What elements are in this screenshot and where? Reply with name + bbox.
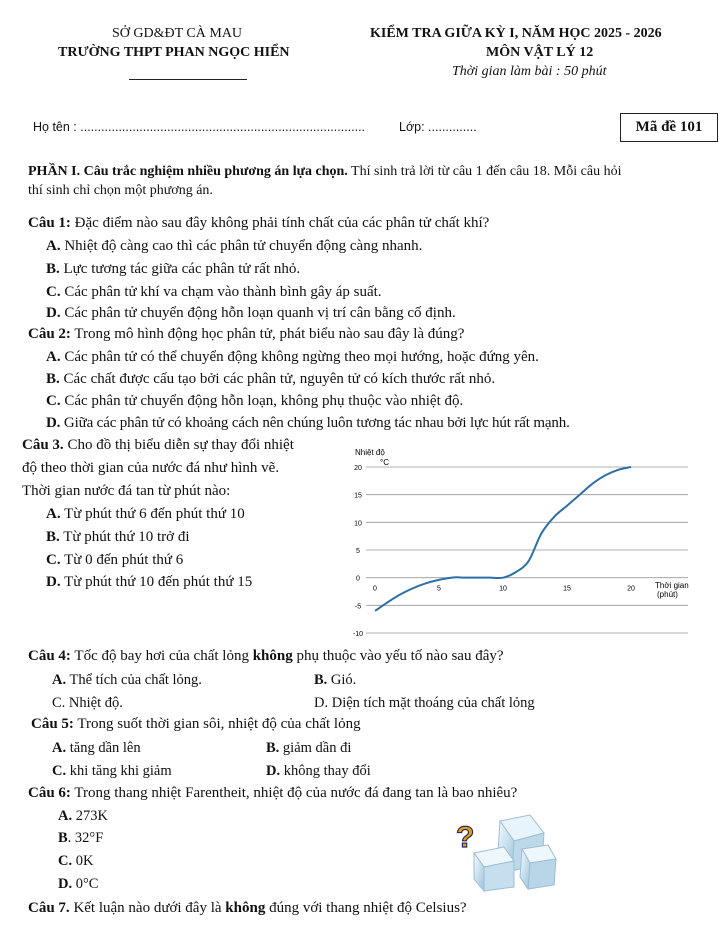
q1-option-c-text: Các phân tử khí va chạm vào thành bình gây áp suất. xyxy=(60,284,382,300)
q6-option-a-letter: A. xyxy=(58,808,73,824)
q5-option-b-letter: B. xyxy=(266,740,280,756)
q1-option-d[interactable] xyxy=(46,305,456,322)
header-divider xyxy=(129,79,247,80)
x-tick-label: 0 xyxy=(373,585,377,593)
part1-title: PHẦN I. Câu trắc nghiệm nhiều phương án lựa chọn. xyxy=(28,164,348,179)
q4-option-a[interactable] xyxy=(52,672,202,689)
q3-option-d[interactable] xyxy=(46,574,252,591)
student-name-field[interactable]: Họ tên : .................................................................................. xyxy=(33,120,366,134)
q3-option-b-text: Từ phút thứ 10 trở đi xyxy=(59,529,190,545)
x-tick-label: 15 xyxy=(563,585,571,593)
q3-option-a-letter: A. xyxy=(46,506,61,522)
question-3-text3: Thời gian nước đá tan từ phút nào: xyxy=(22,483,231,499)
x-tick-label: 20 xyxy=(627,585,635,593)
q5-option-a[interactable] xyxy=(52,740,141,757)
q6-option-c-letter: C. xyxy=(58,853,73,869)
school-name: TRƯỜNG THPT PHAN NGỌC HIỂN xyxy=(58,45,290,60)
q6-option-b-letter: B xyxy=(58,830,68,846)
y-tick-label: 20 xyxy=(354,465,362,472)
q6-option-d-letter: D. xyxy=(58,876,73,892)
part1-line1 xyxy=(28,164,621,180)
q1-option-c[interactable] xyxy=(46,284,382,301)
q1-option-d-text: Các phân tử chuyển động hỗn loạn quanh vị trí cân bằng cố định. xyxy=(60,305,456,321)
question-4-label: Câu 4: xyxy=(28,648,71,664)
q4-option-c-letter: C xyxy=(52,695,62,711)
q5-option-d[interactable] xyxy=(266,763,371,780)
q6-option-c-text: 0K xyxy=(72,853,94,869)
temperature-time-chart xyxy=(348,440,720,640)
question-7-text-a: Kết luận nào dưới đây là xyxy=(69,900,226,916)
q4-option-d[interactable] xyxy=(314,695,535,712)
q4-option-a-text: Thể tích của chất lỏng. xyxy=(66,672,202,688)
question-6 xyxy=(28,785,517,802)
exam-subject: MÔN VẬT LÝ 12 xyxy=(486,45,594,60)
q4-option-b-letter: B. xyxy=(314,672,328,688)
q2-option-b[interactable] xyxy=(46,371,495,388)
q6-option-b[interactable] xyxy=(58,830,103,847)
q5-option-d-text: không thay đổi xyxy=(280,763,371,779)
q4-option-d-text: . Diện tích mặt thoáng của chất lỏng xyxy=(324,695,535,711)
q1-option-a-text: Nhiệt độ càng cao thì các phân tử chuyển động càng nhanh. xyxy=(60,238,423,254)
q5-option-b[interactable] xyxy=(266,740,351,757)
q2-option-d-text: Giữa các phân tử có khoảng cách nên chúng luôn tương tác nhau bởi lực hút rất mạnh. xyxy=(60,415,570,431)
q5-option-c-letter: C. xyxy=(52,763,67,779)
q6-option-b-text: . 32°F xyxy=(67,830,104,846)
q5-option-b-text: giảm dần đi xyxy=(279,740,352,756)
q5-option-c-text: khi tăng khi giảm xyxy=(66,763,172,779)
x-axis-unit: (phút) xyxy=(657,590,678,599)
q6-option-c[interactable] xyxy=(58,853,93,870)
y-axis-unit: °C xyxy=(380,458,389,467)
q4-option-b-text: Gió. xyxy=(327,672,357,688)
q1-option-b-text: Lực tương tác giữa các phân tử rất nhỏ. xyxy=(59,261,301,277)
q3-option-d-text: Từ phút thứ 10 đến phút thứ 15 xyxy=(60,574,253,590)
q1-option-a[interactable] xyxy=(46,238,422,255)
x-tick-label: 5 xyxy=(437,585,441,593)
q6-option-a-text: 273K xyxy=(72,808,108,824)
question-2 xyxy=(28,326,464,343)
q5-option-c[interactable] xyxy=(52,763,172,780)
ice-cubes-question-icon xyxy=(452,813,562,893)
q6-option-a[interactable] xyxy=(58,808,108,825)
q4-option-c-text: . Nhiệt độ. xyxy=(61,695,123,711)
y-tick-label: -10 xyxy=(352,631,364,638)
question-7-text-b: không xyxy=(225,900,266,916)
q3-option-c-letter: C. xyxy=(46,552,61,568)
q3-option-c-text: Từ 0 đến phút thứ 6 xyxy=(60,552,184,568)
y-tick-label: 5 xyxy=(356,548,360,555)
part1-desc2: thí sinh chỉ chọn một phương án. xyxy=(28,183,213,198)
q2-option-a-text: Các phân tử có thể chuyển động không ngừng theo mọi hướng, hoặc đứng yên. xyxy=(60,349,539,365)
x-axis-label: Thời gian xyxy=(655,581,689,590)
q1-option-b-letter: B. xyxy=(46,261,60,277)
q3-option-a[interactable] xyxy=(46,506,245,523)
q6-option-d[interactable] xyxy=(58,876,98,893)
q4-option-d-letter: D xyxy=(314,695,325,711)
question-3-text2: độ theo thời gian của nước đá như hình vẽ. xyxy=(22,460,280,476)
q5-option-a-text: tăng dần lên xyxy=(66,740,141,756)
q6-option-d-text: 0°C xyxy=(72,876,99,892)
question-5-text: Trong suốt thời gian sôi, nhiệt độ của chất lỏng xyxy=(73,716,361,732)
exam-duration: Thời gian làm bài : 50 phút xyxy=(452,64,607,79)
question-1-text: Đặc điểm nào sau đây không phải tính chất của các phân tử chất khí? xyxy=(70,215,490,231)
question-4 xyxy=(28,648,504,665)
exam-code: Mã đề 101 xyxy=(635,119,703,135)
q4-option-b[interactable] xyxy=(314,672,356,689)
q5-option-a-letter: A. xyxy=(52,740,67,756)
q1-option-a-letter: A. xyxy=(46,238,61,254)
svg-text:?: ? xyxy=(456,821,475,854)
question-4-text-a: Tốc độ bay hơi của chất lỏng xyxy=(70,648,253,664)
q2-option-d-letter: D. xyxy=(46,415,61,431)
y-tick-label: -5 xyxy=(354,603,362,611)
q2-option-b-text: Các chất được cấu tạo bởi các phân tử, nguyên tử có kích thước rất nhỏ. xyxy=(59,371,496,387)
q3-option-d-letter: D. xyxy=(46,574,61,590)
question-3-label: Câu 3. xyxy=(22,437,64,453)
y-tick-label: 15 xyxy=(354,492,362,500)
part1-desc1: Thí sinh trả lời từ câu 1 đến câu 18. Mỗi câu hỏi xyxy=(347,164,622,179)
school-dept: SỞ GD&ĐT CÀ MAU xyxy=(112,26,243,41)
q1-option-b[interactable] xyxy=(46,261,300,278)
q4-option-a-letter: A. xyxy=(52,672,67,688)
q1-option-c-letter: C. xyxy=(46,284,61,300)
question-3-text1: Cho đồ thị biểu diễn sự thay đổi nhiệt xyxy=(63,437,294,453)
question-3-line1 xyxy=(22,437,294,454)
question-5-label: Câu 5: xyxy=(31,716,74,732)
question-1-label: Câu 1: xyxy=(28,215,71,231)
question-7-text-c: đúng với thang nhiệt độ Celsius? xyxy=(265,900,467,916)
question-6-label: Câu 6: xyxy=(28,785,71,801)
question-4-text-c: phụ thuộc vào yếu tố nào sau đây? xyxy=(292,648,504,664)
q3-option-b[interactable] xyxy=(46,529,190,546)
q2-option-c[interactable] xyxy=(46,393,463,410)
q5-option-d-letter: D. xyxy=(266,763,281,779)
q2-option-c-letter: C. xyxy=(46,393,61,409)
exam-title: KIỂM TRA GIỮA KỲ I, NĂM HỌC 2025 - 2026 xyxy=(370,26,662,41)
question-4-text-b: không xyxy=(252,648,293,664)
q2-option-b-letter: B. xyxy=(46,371,60,387)
question-7-label: Câu 7. xyxy=(28,900,70,916)
y-tick-label: 0 xyxy=(356,575,360,583)
student-class-field[interactable]: Lớp: .............. xyxy=(399,120,477,134)
q1-option-d-letter: D. xyxy=(46,305,61,321)
q2-option-a-letter: A. xyxy=(46,349,61,365)
question-5 xyxy=(31,716,361,733)
question-2-text: Trong mô hình động học phân tử, phát biểu nào sau đây là đúng? xyxy=(70,326,465,342)
q4-option-c[interactable] xyxy=(52,695,123,712)
question-6-text: Trong thang nhiệt Farentheit, nhiệt độ của nước đá đang tan là bao nhiêu? xyxy=(70,785,518,801)
q3-option-a-text: Từ phút thứ 6 đến phút thứ 10 xyxy=(60,506,245,522)
q3-option-c[interactable] xyxy=(46,552,183,569)
q2-option-c-text: Các phân tử chuyển động hỗn loạn, không phụ thuộc vào nhiệt độ. xyxy=(60,393,464,409)
question-1 xyxy=(28,215,489,232)
x-tick-label: 10 xyxy=(499,585,507,593)
q3-option-b-letter: B. xyxy=(46,529,60,545)
exam-code-box xyxy=(620,113,718,142)
question-2-label: Câu 2: xyxy=(28,326,71,342)
y-tick-label: 10 xyxy=(354,520,362,528)
q2-option-d[interactable] xyxy=(46,415,570,432)
y-axis-label: Nhiệt độ xyxy=(355,448,385,457)
q2-option-a[interactable] xyxy=(46,349,539,366)
question-7 xyxy=(28,900,467,917)
